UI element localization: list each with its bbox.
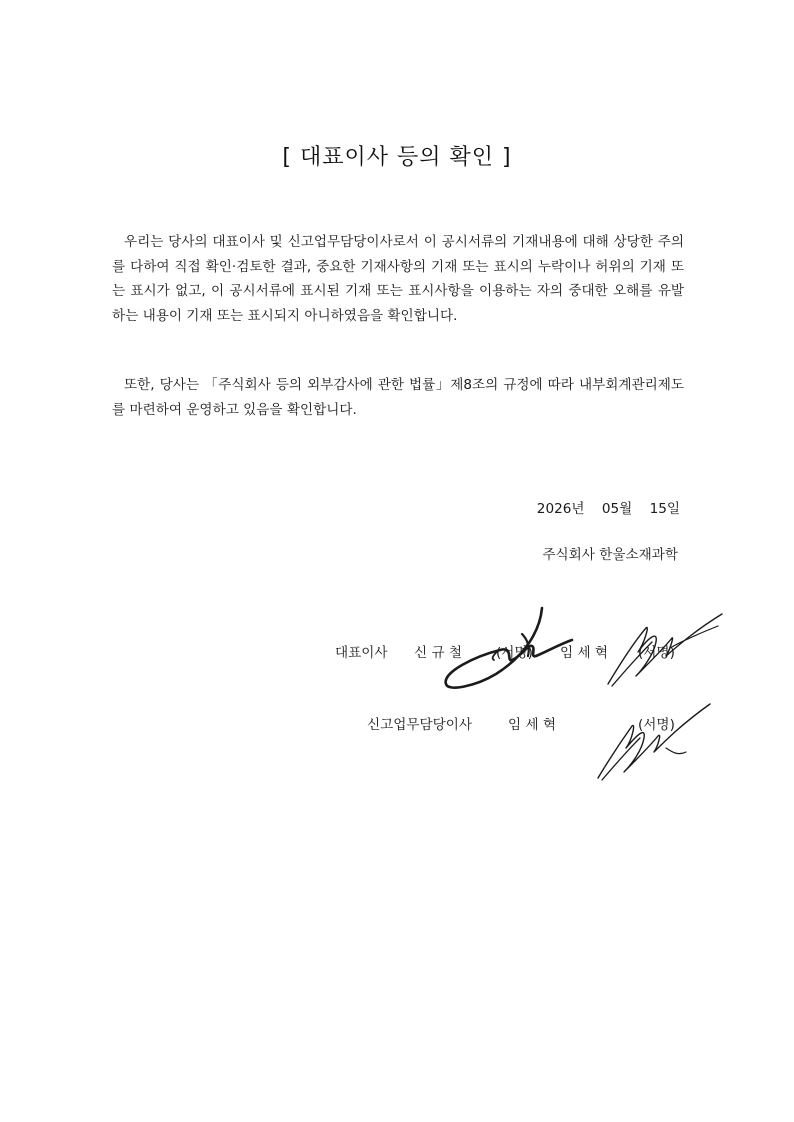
date-month: 05월 [601,501,633,517]
ceo-name-1: 신 규 철 [414,645,463,661]
role-disclosure-officer: 신고업무담당이사 [367,717,473,733]
document-title: [ 대표이사 등의 확인 ] [282,145,512,170]
signatory-row-disclosure-officer [0,713,794,737]
ceo-name-2: 임 세 혁 [560,645,609,661]
date-day: 15일 [649,501,680,517]
signatory-row-ceo [0,641,794,665]
company-name: 주식회사 한울소재과학 [542,547,678,563]
ceo-sign-mark-2: (서명) [638,645,675,661]
signing-date [537,497,680,517]
date-year: 2026년 [536,501,585,517]
officer-name: 임 세 혁 [508,717,557,733]
internal-control-paragraph: 또한, 당사는 「주식회사 등의 외부감사에 관한 법률」제8조의 규정에 따라 내부회계관리제도를 마련하여 운영하고 있음을 확인합니다. [112,377,684,418]
officer-sign-mark: (서명) [638,717,675,733]
confirmation-paragraph: 우리는 당사의 대표이사 및 신고업무담당이사로서 이 공시서류의 기재내용에 대해 상당한 주의를 다하여 직접 확인·검토한 결과, 중요한 기재사항의 기재 또는 표시의 누락이나 허위의 기재 또는 표시가 없고, 이 공시서류에 표시된 기재 또는 표시사항을 이용하는 자의 중대한 오해를 유발하는 내용이 기재 또는 표시되지 아니하였음을 확인합니다. [112,234,684,324]
role-ceo: 대표이사 [335,645,388,661]
ceo-sign-mark-1: (서명) [496,645,533,661]
